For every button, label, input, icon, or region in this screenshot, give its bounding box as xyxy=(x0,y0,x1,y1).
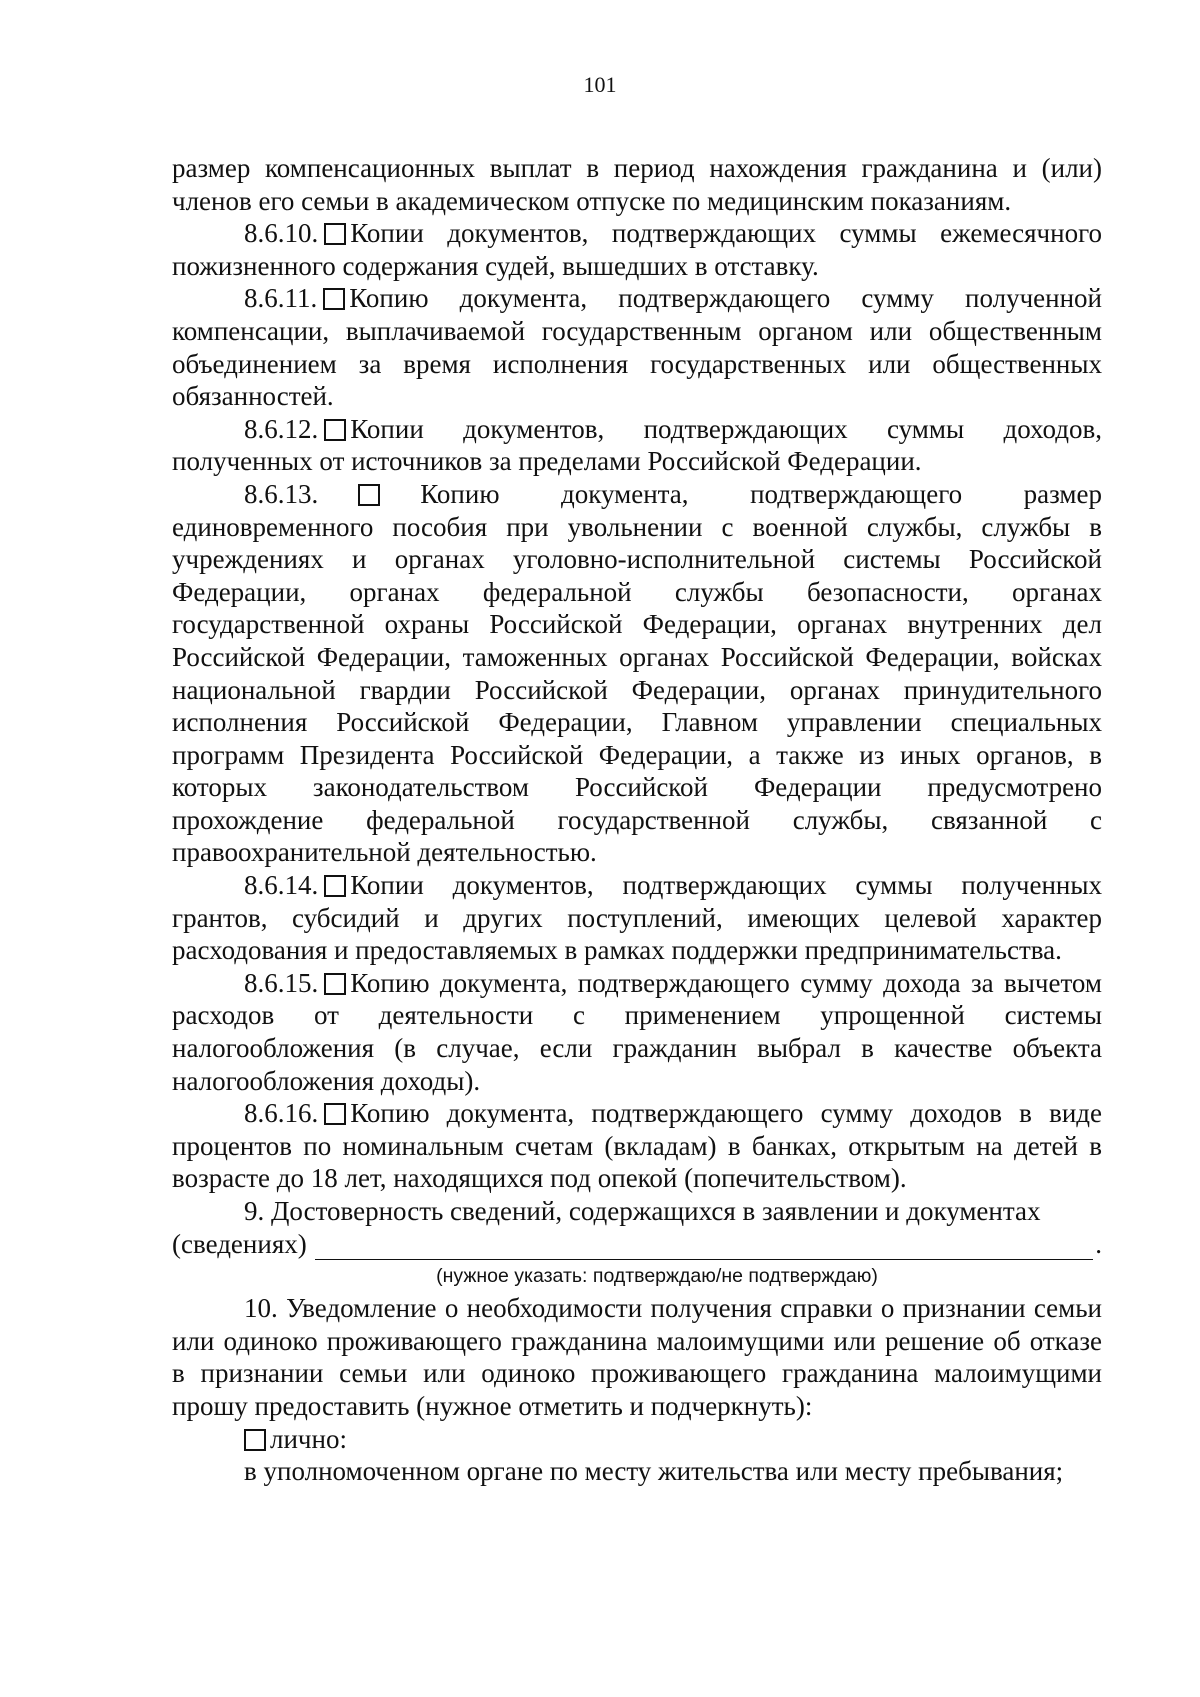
page-number: 101 xyxy=(583,72,617,97)
paragraph-9-suffix: . xyxy=(1095,1228,1102,1259)
checkbox-8-6-12[interactable] xyxy=(324,419,346,441)
checkbox-8-6-11[interactable] xyxy=(323,288,345,310)
paragraph-8-6-12 xyxy=(172,413,1102,478)
confirmation-hint: (нужное указать: подтверждаю/не подтверждаю) xyxy=(436,1265,878,1288)
item-number: 8.6.11. xyxy=(244,283,318,314)
checkbox-8-6-14[interactable] xyxy=(324,875,346,897)
item-text: Копию документа, подтверждающего сумму доходов в виде процентов по номинальным счетам (вкладам) в банках, открытым на детей в возрасте до 18 лет, находящихся под опекой (попечительством). xyxy=(172,1098,1102,1194)
paragraph-8-6-14 xyxy=(172,869,1102,967)
checkbox-personal[interactable] xyxy=(244,1429,266,1451)
checkbox-8-6-15[interactable] xyxy=(324,973,346,995)
document-body xyxy=(172,152,1102,1488)
item-text: Копию документа, подтверждающего сумму полученной компенсации, выплачиваемой государственным органом или общественным объединением за время исполнения государственных или общественных обязанностей. xyxy=(172,283,1102,412)
checkbox-8-6-13[interactable] xyxy=(358,484,380,506)
item-number: 8.6.16. xyxy=(244,1098,319,1129)
item-number: 8.6.13. xyxy=(244,478,319,509)
checkbox-8-6-16[interactable] xyxy=(324,1103,346,1125)
paragraph-8-6-11 xyxy=(172,282,1102,412)
paragraph-9-prefix: (сведениях) xyxy=(172,1228,307,1259)
item-text: Копию документа, подтверждающего сумму дохода за вычетом расходов от деятельности с применением упрощенной системы налогообложения (в случае, если гражданин выбрал в качестве объекта налогообложения доходы). xyxy=(172,967,1102,1096)
paragraph-8-6-10 xyxy=(172,217,1102,282)
item-number: 8.6.10. xyxy=(244,218,319,249)
paragraph-9-line1: 9. Достоверность сведений, содержащихся в заявлении и документах xyxy=(244,1196,1041,1226)
item-text: Копии документов, подтверждающих суммы полученных грантов, субсидий и других поступлений, имеющих целевой характер расходования и предоставляемых в рамках поддержки предпринимательства. xyxy=(172,870,1102,966)
item-number: 8.6.14. xyxy=(244,870,319,901)
option-authority: в уполномоченном органе по месту жительства или месту пребывания; xyxy=(244,1456,1064,1487)
paragraph-8-6-13 xyxy=(172,478,1102,869)
item-text: Копию документа, подтверждающего размер единовременного пособия при увольнении с военной службы, службы в учреждениях и органах уголовно-исполнительной системы Российской Федерации, органах федеральной службы безопасности, органах государственной охраны Российской Федерации, органах внутренних дел Российской Федерации, таможенных органах Российской Федерации, войсках национальной гвардии Российской Федерации, органах принудительного исполнения Российской Федерации, Главном управлении специальных программ Президента Российской Федерации, а также из иных органов, в которых законодательством Российской Федерации предусмотрено прохождение федеральной государственной службы, связанной с правоохранительной деятельностью. xyxy=(172,478,1102,868)
item-number: 8.6.15. xyxy=(244,967,319,998)
confirmation-field[interactable] xyxy=(315,1235,1094,1260)
item-number: 8.6.12. xyxy=(244,413,319,444)
paragraph-8-6-16 xyxy=(172,1097,1102,1195)
paragraph-continuation: размер компенсационных выплат в период нахождения гражданина и (или) членов его семьи в академическом отпуске по медицинским показаниям. xyxy=(172,153,1102,216)
paragraph-8-6-15 xyxy=(172,967,1102,1097)
option-personal-label: лично: xyxy=(270,1423,347,1454)
paragraph-10: 10. Уведомление о необходимости получения справки о признании семьи или одиноко проживающего гражданина малоимущими или решение об отказе в признании семьи или одиноко проживающего гражданина малоимущими прошу предоставить (нужное отметить и подчеркнуть): xyxy=(172,1293,1102,1421)
checkbox-8-6-10[interactable] xyxy=(324,223,346,245)
option-personal xyxy=(172,1423,1102,1456)
item-text: Копии документов, подтверждающих суммы ежемесячного пожизненного содержания судей, вышедших в отставку. xyxy=(172,218,1102,281)
item-text: Копии документов, подтверждающих суммы доходов, полученных от источников за пределами Российской Федерации. xyxy=(172,413,1102,477)
paragraph-9-line2 xyxy=(172,1228,1102,1261)
